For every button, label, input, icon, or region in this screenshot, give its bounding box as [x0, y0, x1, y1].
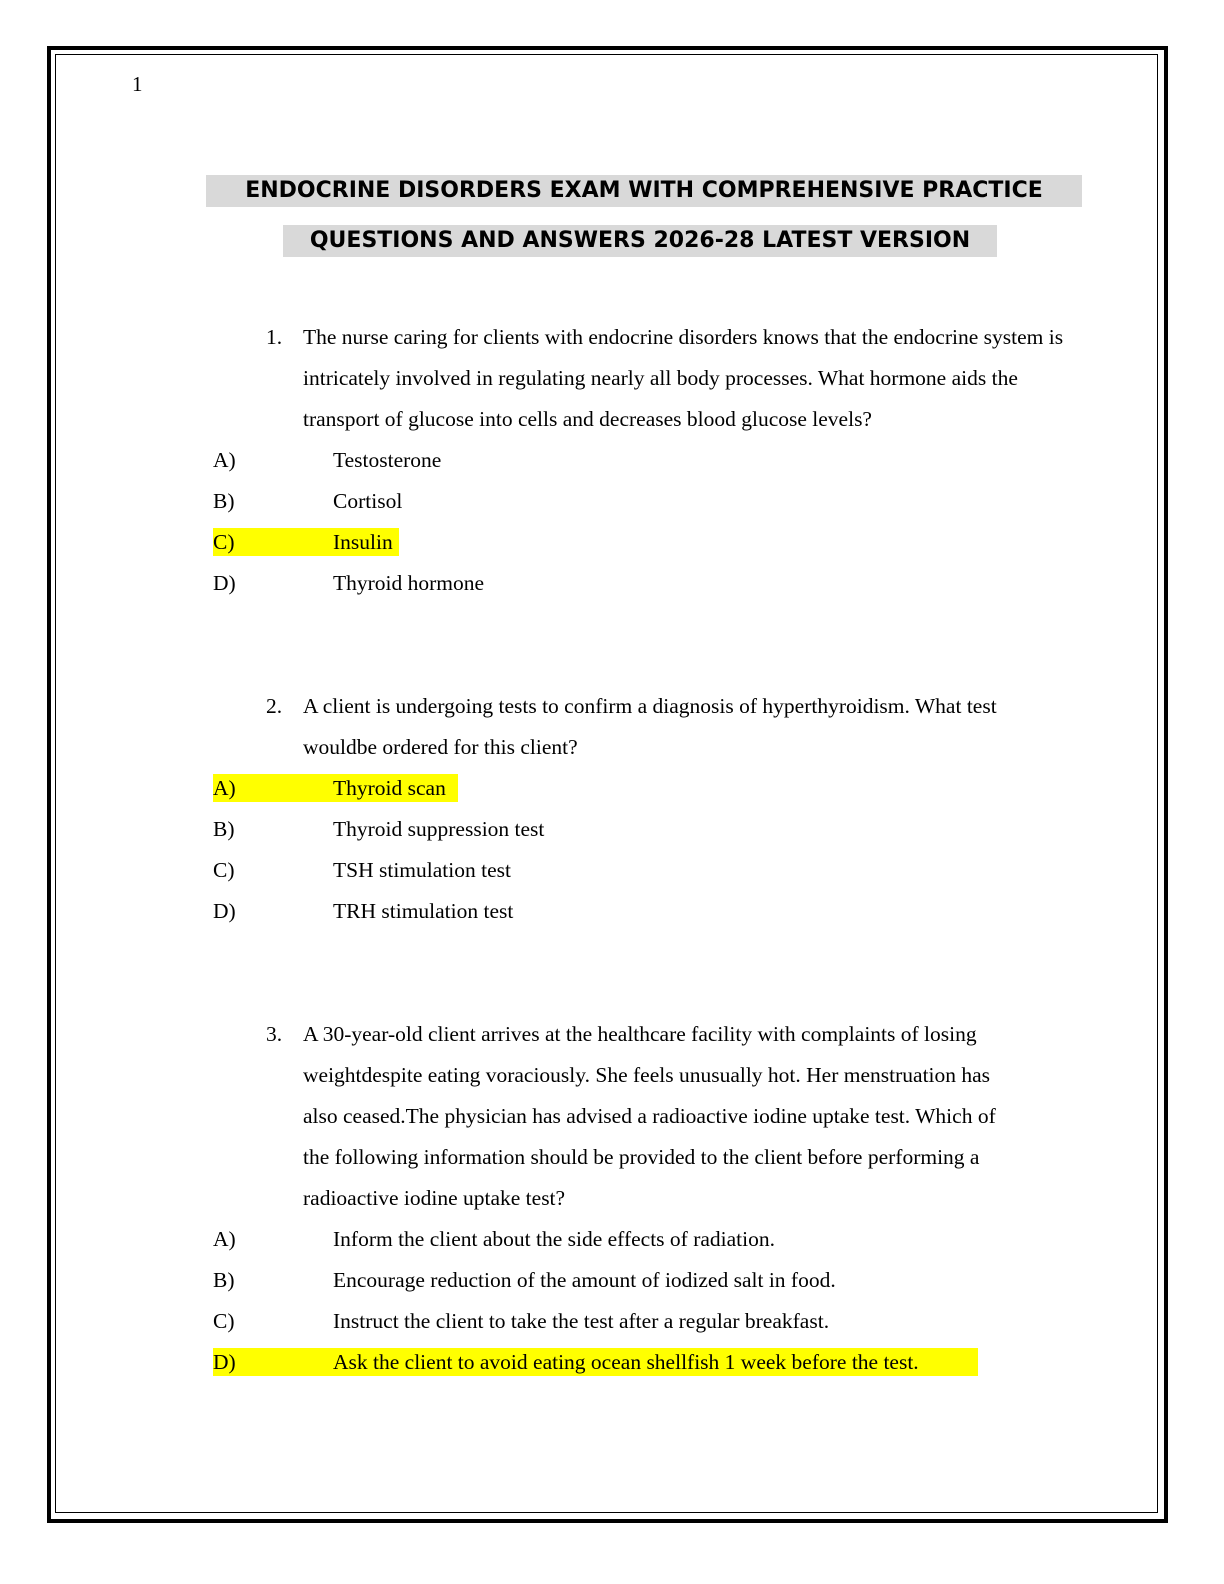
question-text-line: intricately involved in regulating nearly all body processes. What hormone aids the [303, 366, 1018, 390]
option-text: Inform the client about the side effects of radiation. [333, 1227, 775, 1251]
option-text: TSH stimulation test [333, 858, 511, 882]
option-text: Thyroid hormone [333, 571, 485, 595]
option-text-correct: Insulin [333, 530, 393, 554]
question-text-line: wouldbe ordered for this client? [303, 735, 578, 759]
question-number: 2. [266, 694, 283, 718]
option-letter: B) [213, 1268, 235, 1292]
question-text-line: transport of glucose into cells and decreases blood glucose levels? [303, 407, 872, 431]
option-letter: C) [213, 1309, 235, 1333]
option-text-correct: Ask the client to avoid eating ocean shellfish 1 week before the test. [333, 1350, 919, 1374]
question-text-line: A 30-year-old client arrives at the healthcare facility with complaints of losing [303, 1022, 977, 1046]
option-text: Encourage reduction of the amount of iodized salt in food. [333, 1268, 836, 1292]
option-text: TRH stimulation test [333, 899, 514, 923]
question-text-line: the following information should be provided to the client before performing a [303, 1145, 980, 1169]
option-letter: B) [213, 489, 235, 513]
option-text: Instruct the client to take the test after a regular breakfast. [333, 1309, 830, 1333]
option-letter: D) [213, 899, 236, 923]
option-text-correct: Thyroid scan [333, 776, 446, 800]
option-letter: C) [213, 858, 235, 882]
option-text: Cortisol [333, 489, 403, 513]
option-letter-correct: C) [213, 530, 235, 554]
question-text-line: The nurse caring for clients with endocrine disorders knows that the endocrine system is [303, 325, 1064, 349]
page-number: 1 [132, 72, 143, 96]
option-letter-correct: D) [213, 1350, 236, 1374]
question-text-line: also ceased.The physician has advised a radioactive iodine uptake test. Which of [303, 1104, 996, 1128]
option-letter: B) [213, 817, 235, 841]
option-letter: A) [213, 1227, 236, 1251]
option-letter-correct: A) [213, 776, 236, 800]
question-number: 1. [266, 325, 283, 349]
option-text: Thyroid suppression test [333, 817, 545, 841]
question-text-line: weightdespite eating voraciously. She feels unusually hot. Her menstruation has [303, 1063, 991, 1087]
option-text: Testosterone [333, 448, 442, 472]
question-text-line: A client is undergoing tests to confirm a diagnosis of hyperthyroidism. What test [303, 694, 997, 718]
question-number: 3. [266, 1022, 283, 1046]
question-text-line: radioactive iodine uptake test? [303, 1186, 566, 1210]
document-title-line-1: ENDOCRINE DISORDERS EXAM WITH COMPREHENSIVE PRACTICE [206, 175, 1082, 207]
option-letter: A) [213, 448, 236, 472]
option-letter: D) [213, 571, 236, 595]
document-title-line-2: QUESTIONS AND ANSWERS 2026-28 LATEST VERSION [283, 225, 997, 257]
